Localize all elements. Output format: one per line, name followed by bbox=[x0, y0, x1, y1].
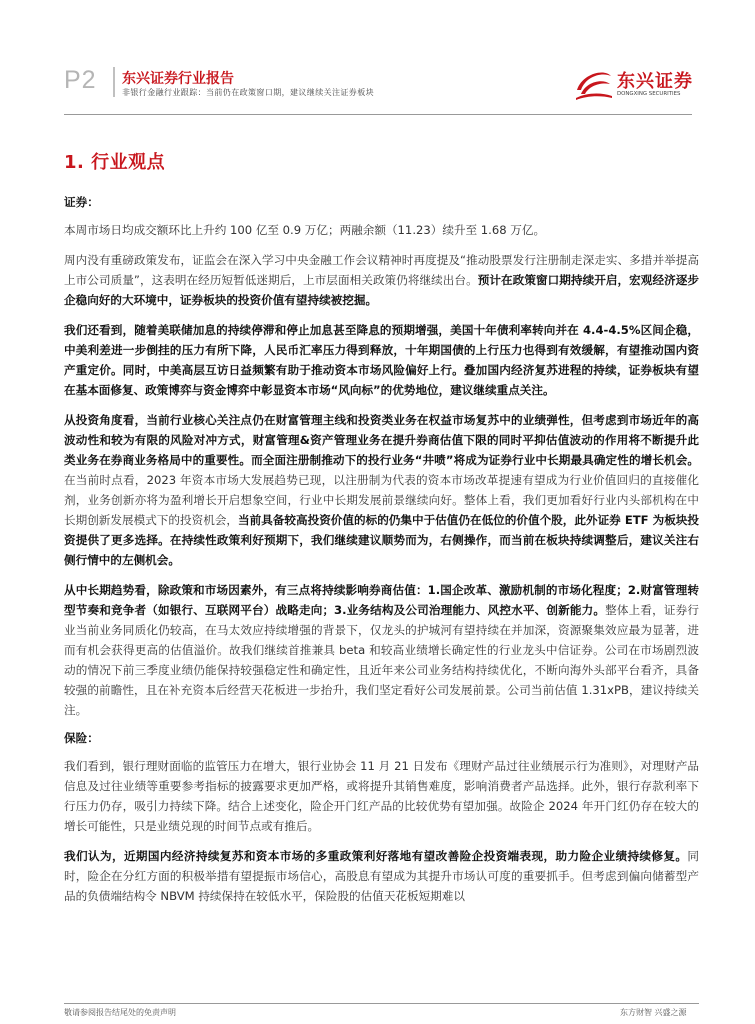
section-title: 1. 行业观点 bbox=[64, 152, 166, 173]
header-divider bbox=[113, 67, 115, 97]
securities-paragraph-1: 本周市场日均成交额环比上升约 100 亿至 0.9 万亿；两融余额（11.23）续升至 1.68 万亿。 bbox=[64, 223, 546, 237]
securities-paragraph-2: 周内没有重磅政策发布，证监会在深入学习中央金融工作会议精神时再度提及“推动股票发行注册制走深走实、多措并举提高上市公司质量”，这表明在经历短暂低迷期后，上市层面相关政策仍将继续出台。预计在政策窗口期持续开启，宏观经济逐步企稳向好的大环境中，证券板块的投资价值有望持续被挖掘。 bbox=[64, 253, 699, 307]
footer-slogan: 东方财智 兴盛之源 bbox=[620, 1008, 687, 1017]
footer-rule bbox=[64, 1003, 699, 1004]
insurance-heading: 保险： bbox=[64, 731, 99, 745]
page-header bbox=[0, 0, 755, 118]
logo-text-cn: 东兴证券 bbox=[617, 71, 693, 92]
page-number: P2 bbox=[64, 66, 97, 94]
report-subtitle: 非银行金融行业跟踪：当前仍在政策窗口期，建议继续关注证券板块 bbox=[122, 88, 374, 97]
main-content bbox=[64, 140, 699, 916]
logo-text-en: DONGXING SECURITIES bbox=[617, 91, 681, 97]
securities-paragraph-5: 从中长期趋势看，除政策和市场因素外，有三点将持续影响券商估值：1.国企改革、激励机制的市场化程度；2.财富管理转型节奏和竞争者（如银行、互联网平台）战略走向；3.业务结构及公司治理能力、风控水平、创新能力。整体上看，证券行业当前业务同质化仍较高，在马太效应持续增强的背景下，仅龙头的护城河有望持续在并加深，资源聚集效应最为显著，进而有机会获得更高的估值溢价。故我们继续首推兼具 beta 和较高业绩增长确定性的行业龙头中信证券。公司在市场剧烈波动的情况下前三季度业绩仍能保持较强稳定性和确定性，且近年来公司业务结构持续优化，不断向海外头部平台看齐，具备较强的前瞻性，且在补充资本后经营天花板进一步抬升，我们坚定看好公司发展前景。公司当前估值 1.31xPB，建议持续关注。 bbox=[64, 583, 699, 717]
header-rule bbox=[64, 114, 692, 115]
report-title: 东兴证券行业报告 bbox=[122, 71, 234, 87]
insurance-paragraph-2: 我们认为，近期国内经济持续复苏和资本市场的多重政策利好落地有望改善险企投资端表现，助力险企业绩持续修复。同时，险企在分红方面的积极举措有望提振市场信心，高股息有望成为其提升市场认可度的重要抓手。但考虑到偏向储蓄型产品的负债端结构令 NBVM 持续保持在较低水平，保险股的估值天花板短期难以 bbox=[64, 849, 699, 903]
securities-paragraph-4: 从投资角度看，当前行业核心关注点仍在财富管理主线和投资类业务在权益市场复苏中的业绩弹性，但考虑到市场近年的高波动性和较为有限的风险对冲方式，财富管理&资产管理业务在提升券商估值下限的同时平抑估值波动的作用将不断提升此类业务在券商业务格局中的重要性。而全面注册制推动下的投行业务“井喷”将成为证券行业中长期最具确定性的增长机会。在当前时点看，2023 年资本市场大发展趋势已现，以注册制为代表的资本市场改革提速有望成为行业价值回归的直接催化剂，业务创新亦将为盈利增长开启想象空间，行业中长期发展前景继续向好。整体上看，我们更加看好行业内头部机构在中长期创新发展模式下的投资机会，当前具备较高投资价值的标的仍集中于估值仍在低位的价值个股，此外证券 ETF 为板块投资提供了更多选择。在持续性政策利好预期下，我们继续建议顺势而为，右侧操作，而当前在板块持续调整后，建议关注右侧行情中的左侧机会。 bbox=[64, 413, 699, 567]
insurance-paragraph-1: 我们看到，银行理财面临的监管压力在增大，银行业协会 11 月 21 日发布《理财产品过往业绩展示行为准则》，对理财产品信息及过往业绩等重要参考指标的披露要求更加严格，或将提升其销售难度，影响消费者产品选择。此外，银行存款利率下行压力仍存，吸引力持续下降。结合上述变化，险企开门红产品的比较优势有望加强。故险企 2024 年开门红仍存在较大的增长可能性，只是业绩兑现的时间节点或有推后。 bbox=[64, 759, 699, 833]
logo-mark-icon bbox=[574, 66, 614, 102]
company-logo bbox=[574, 64, 694, 108]
securities-paragraph-3: 我们还看到，随着美联储加息的持续停滞和停止加息甚至降息的预期增强，美国十年债利率转向并在 4.4-4.5%区间企稳，中美利差进一步倒挂的压力有所下降，人民币汇率压力得到释放，十年期国债的上行压力也得到有效缓解，有望推动国内资产重定价。同时，中美高层互访日益频繁有助于推动资本市场风险偏好上行。叠加国内经济复苏进程的持续，证券板块有望在基本面修复、政策博弈与资金博弈中彰显资本市场“风向标”的优势地位，建议继续重点关注。 bbox=[64, 323, 699, 397]
footer-disclaimer: 敬请参阅报告结尾处的免责声明 bbox=[64, 1008, 176, 1017]
securities-heading: 证券： bbox=[64, 195, 99, 209]
